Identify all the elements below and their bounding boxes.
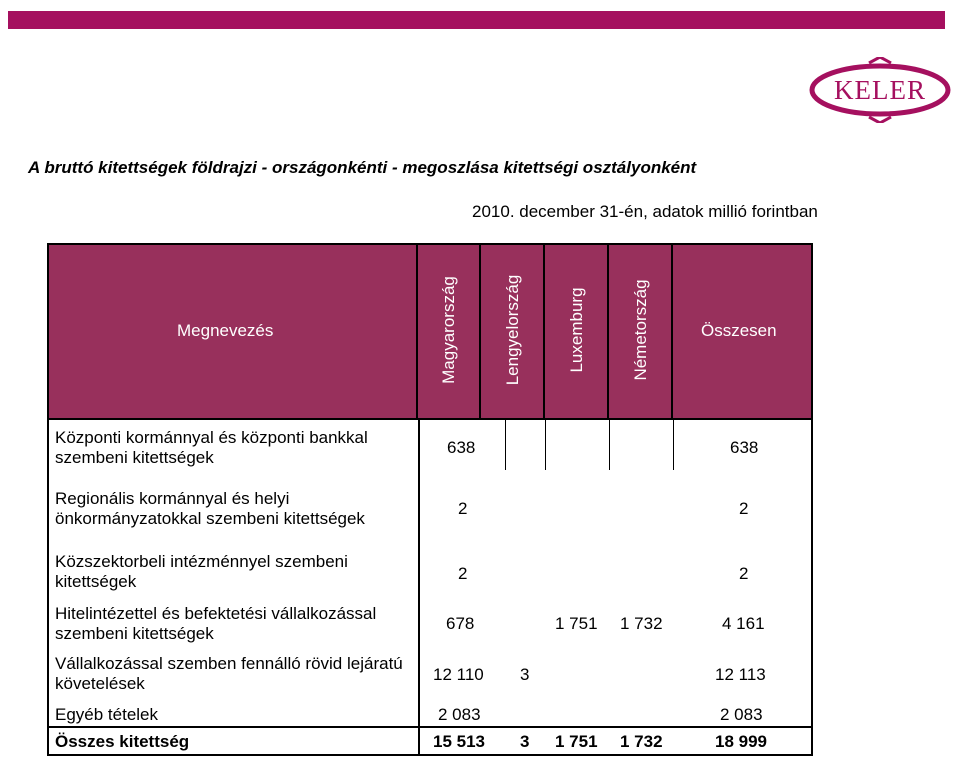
row-total: 2 bbox=[739, 564, 749, 583]
header-total-cell bbox=[673, 243, 813, 418]
row-total: 12 113 bbox=[715, 665, 766, 684]
row-value: 3 bbox=[520, 665, 530, 684]
header-country-cell bbox=[609, 243, 673, 418]
table-border bbox=[47, 243, 813, 245]
top-accent-bar bbox=[8, 11, 945, 29]
row-total: 4 161 bbox=[722, 614, 765, 633]
row-total: 18 999 bbox=[715, 732, 767, 751]
row-value: 12 110 bbox=[433, 665, 484, 684]
page-subtitle: 2010. december 31-én, adatok millió forintban bbox=[472, 202, 818, 221]
row-label: Regionális kormánnyal és helyi önkormányzatokkal szembeni kitettségek bbox=[55, 489, 365, 528]
row-label: Vállalkozással szemben fennálló rövid lejáratú követelések bbox=[55, 654, 403, 693]
table-border bbox=[47, 418, 813, 420]
header-country-cell bbox=[545, 243, 609, 418]
row-label: Központi kormánnyal és központi bankkal szembeni kitettségek bbox=[55, 428, 368, 467]
header-country: Németország bbox=[631, 279, 650, 381]
row-label: Hitelintézettel és befektetési vállalkozással szembeni kitettségek bbox=[55, 604, 377, 643]
header-country: Magyarország bbox=[439, 276, 458, 384]
column-divider bbox=[545, 418, 546, 470]
row-total: 638 bbox=[730, 438, 759, 457]
exposure-table bbox=[47, 243, 813, 756]
row-value: 2 083 bbox=[438, 705, 481, 724]
header-name-cell bbox=[47, 243, 418, 418]
row-total: 2 bbox=[739, 499, 749, 518]
header-country: Lengyelország bbox=[503, 274, 522, 386]
row-total: 2 083 bbox=[720, 705, 763, 724]
page-title: A bruttó kitettségek földrajzi - országonkénti - megoszlása kitettségi osztályonként bbox=[28, 158, 697, 177]
keler-logo bbox=[807, 57, 953, 123]
column-divider bbox=[505, 418, 506, 470]
table-border bbox=[47, 243, 49, 756]
row-label-total: Összes kitettség bbox=[55, 732, 190, 751]
header-country: Luxemburg bbox=[567, 287, 586, 373]
column-divider bbox=[418, 418, 420, 756]
header-country-cell bbox=[418, 243, 481, 418]
svg-text:KELER: KELER bbox=[834, 75, 926, 105]
table-border bbox=[811, 243, 813, 756]
row-value: 1 751 bbox=[555, 614, 598, 633]
header-name: Megnevezés bbox=[177, 321, 274, 340]
row-value: 2 bbox=[458, 499, 468, 518]
row-label: Közszektorbeli intézménnyel szembeni kitettségek bbox=[55, 552, 348, 591]
column-divider bbox=[609, 418, 610, 470]
row-label: Egyéb tételek bbox=[55, 705, 159, 724]
header-country-cell bbox=[481, 243, 545, 418]
row-value: 1 751 bbox=[555, 732, 598, 751]
row-value: 15 513 bbox=[433, 732, 485, 751]
row-value: 3 bbox=[520, 732, 530, 751]
table-border bbox=[47, 754, 813, 756]
row-value: 1 732 bbox=[620, 732, 663, 751]
row-divider bbox=[47, 726, 813, 728]
column-divider bbox=[673, 418, 674, 470]
row-value: 1 732 bbox=[620, 614, 663, 633]
row-value: 678 bbox=[446, 614, 475, 633]
header-total: Összesen bbox=[701, 321, 777, 340]
row-value: 638 bbox=[447, 438, 476, 457]
row-value: 2 bbox=[458, 564, 468, 583]
